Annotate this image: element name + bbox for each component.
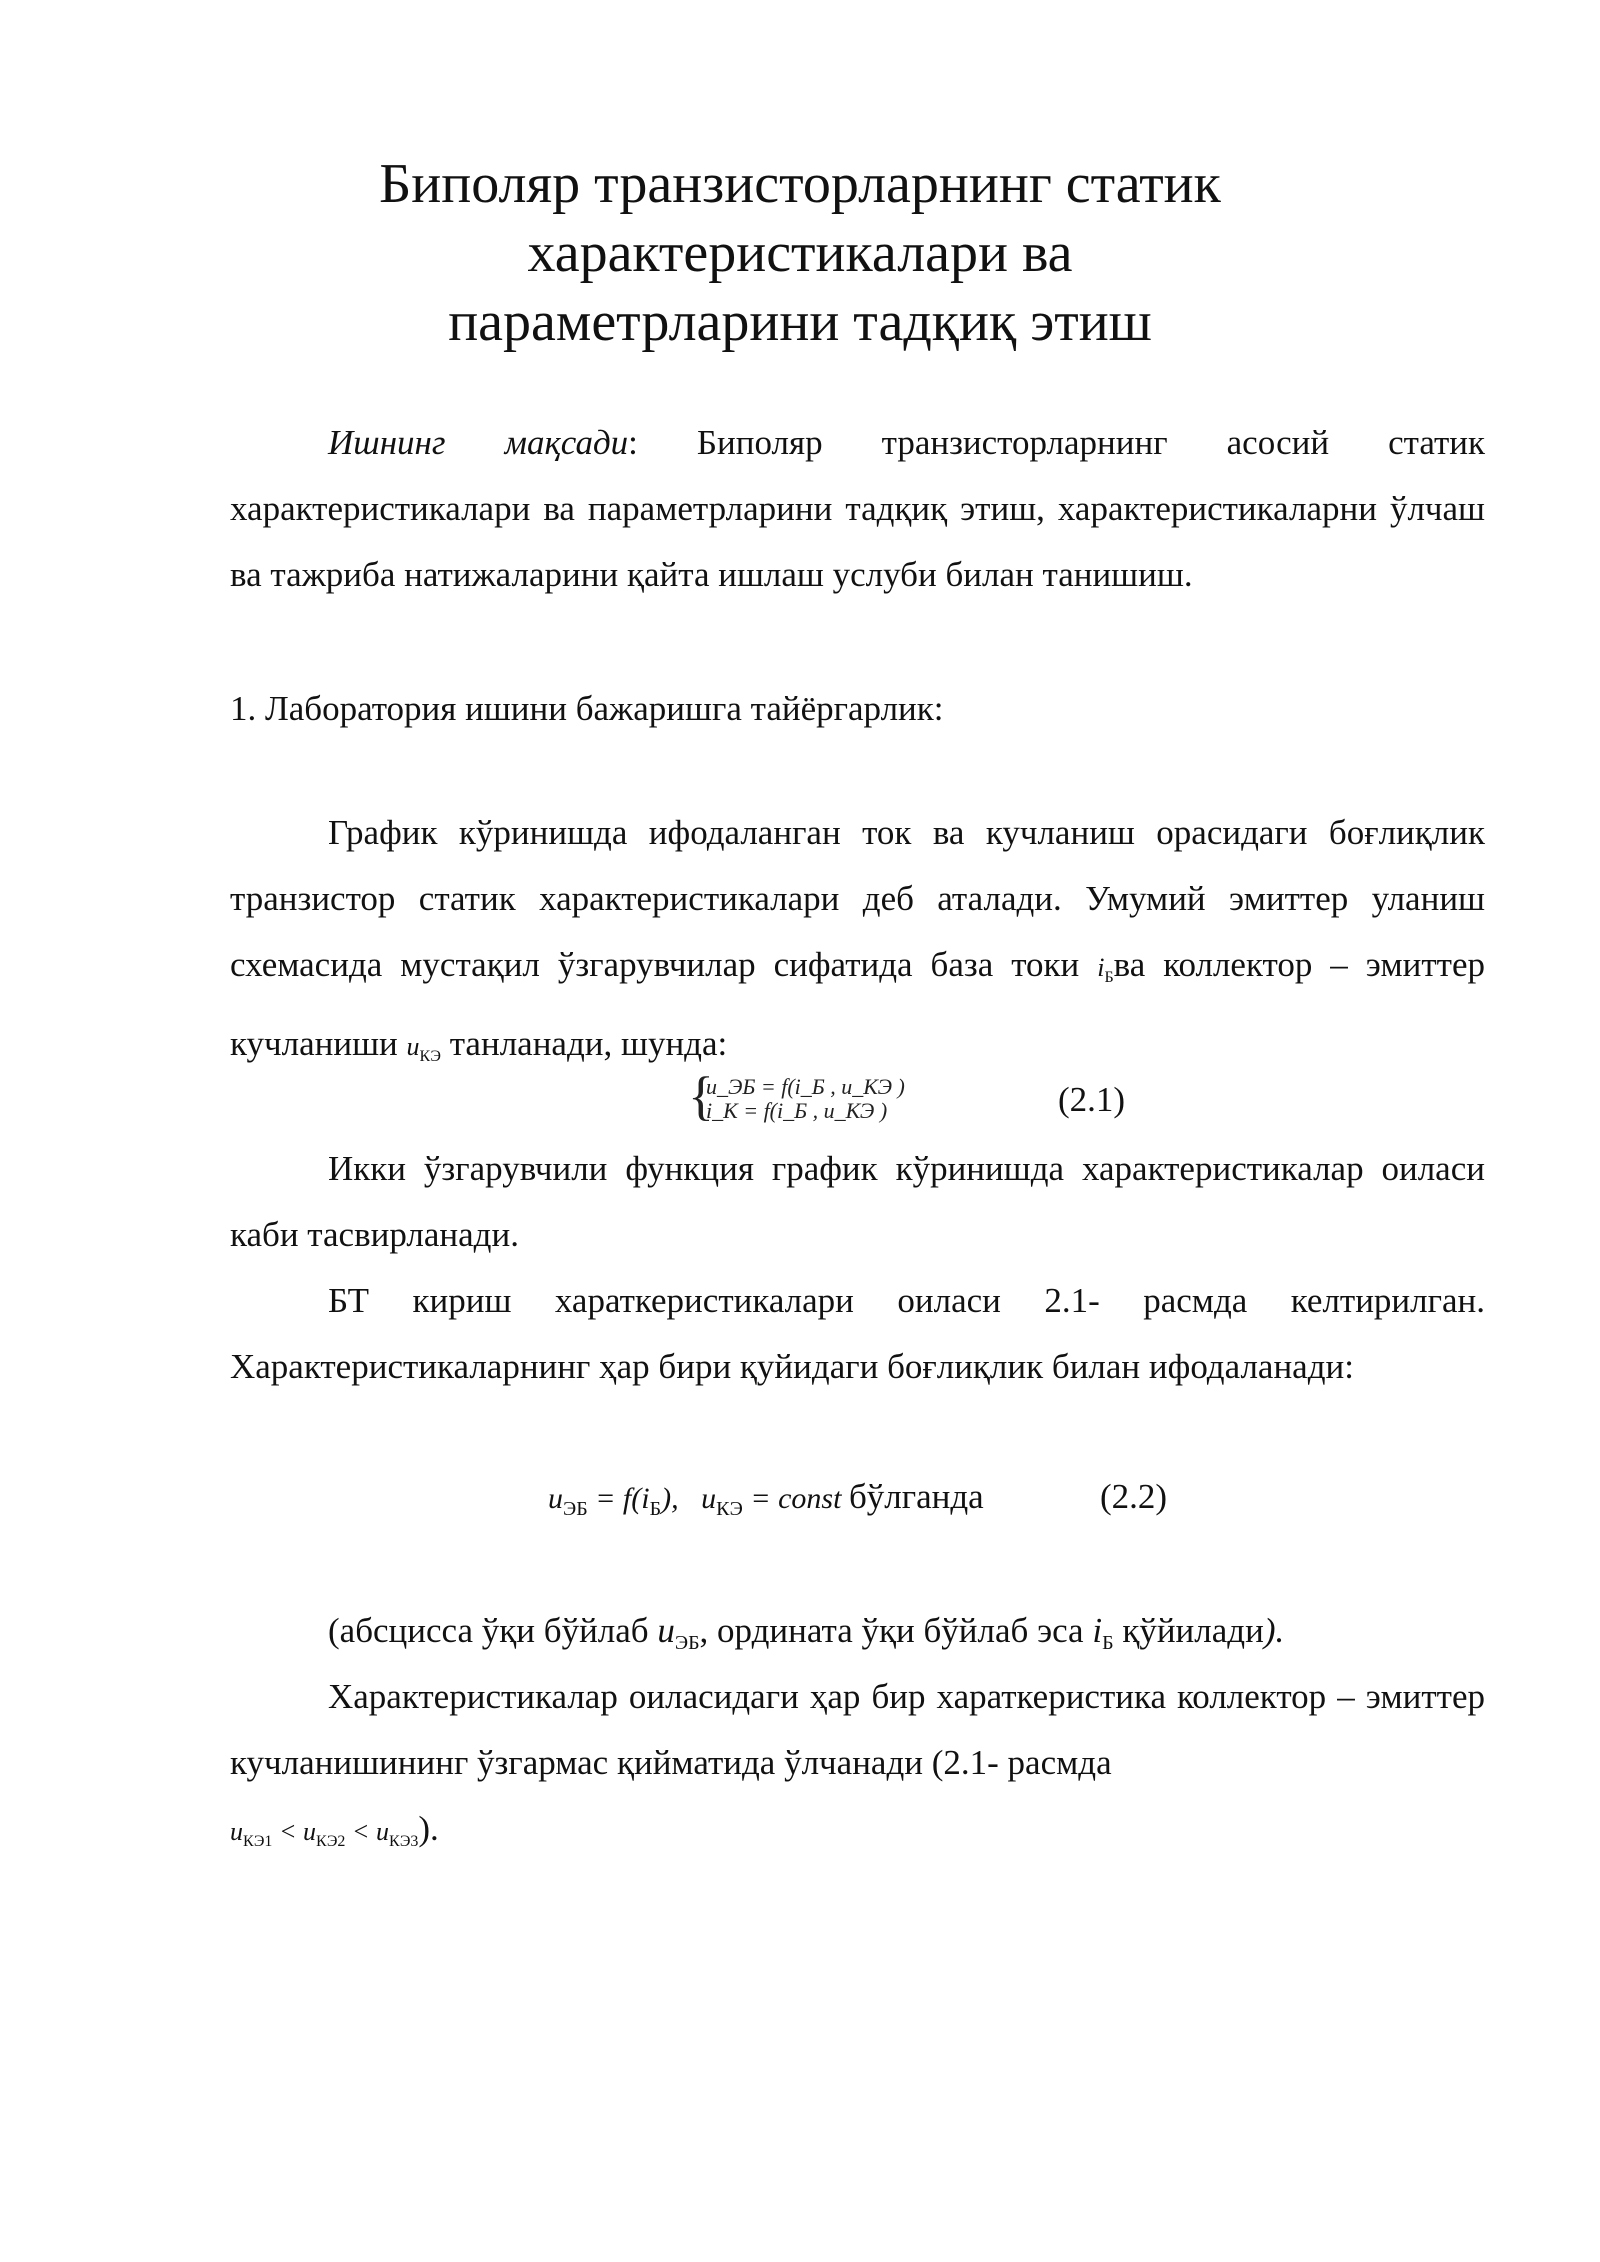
goal-label: Ишнинг мақсади xyxy=(328,423,629,462)
title-line-1: Биполяр транзисторларнинг статик xyxy=(379,153,1221,215)
eq22-cond-end: = const xyxy=(742,1482,842,1515)
paragraph-functions: Икки ўзгарувчили функция график кўринишда характеристикалар оиласи каби тасвирланади. xyxy=(230,1149,1485,1254)
goal-paragraph xyxy=(230,410,1485,608)
ineq-end: ). xyxy=(418,1809,439,1848)
var-ib-subscript: Б xyxy=(1104,969,1114,986)
axes-var-i-sub: Б xyxy=(1102,1632,1114,1654)
ineq-lt-1: < u xyxy=(272,1817,316,1846)
goal-text: Биполяр транзисторларнинг асосий статик характеристикалари ва параметрларини тадқиқ этиш, характеристикаларни ўлчаш ва тажриба натижаларини қайта ишлаш услуби билан танишиш. xyxy=(230,423,1486,594)
axes-var-u-sub: ЭБ xyxy=(674,1632,700,1654)
eq22-cond-sub: КЭ xyxy=(716,1498,743,1520)
equation-number-2-1: (2.1) xyxy=(1058,1080,1126,1119)
ineq-sub-3: КЭ3 xyxy=(388,1833,419,1850)
var-uke xyxy=(406,1032,441,1065)
left-brace-icon: { xyxy=(688,1066,714,1126)
goal-colon: : xyxy=(628,423,638,462)
paragraph-definition-text-a: График кўринишда ифодаланган ток ва кучланиш орасидаги боғлиқлик транзистор статик характеристикалари деб аталади. Умумий эмиттер уланиш схемасида мустақил ўзгарувчилар сифатида база токи xyxy=(230,813,1485,984)
var-uke-symbol: u xyxy=(406,1032,420,1061)
paragraph-definition-text-b: ва коллектор – эмиттер кучланиши xyxy=(230,945,1485,1063)
page-title xyxy=(0,150,1600,357)
var-ib-symbol: i xyxy=(1097,953,1105,982)
title-line-3: параметрларини тадқиқ этиш xyxy=(448,291,1152,353)
eq22-mid: = f(i xyxy=(587,1482,650,1515)
eq22-mid-end: ), xyxy=(661,1482,679,1515)
inequality-line xyxy=(230,1796,1485,1875)
axes-text-c: қўйилади xyxy=(1113,1611,1264,1650)
ineq-u1: u xyxy=(230,1817,243,1846)
var-uke-subscript: КЭ xyxy=(419,1048,441,1065)
equation-2-1-row-2: i_К = f(i_Б , u_КЭ ) xyxy=(706,1098,888,1123)
eq22-lhs: u xyxy=(548,1482,563,1515)
paragraph-definition-text-c: танланади, шунда: xyxy=(449,1024,728,1063)
axes-var-u: u xyxy=(657,1611,675,1650)
equation-number-2-2: (2.2) xyxy=(1100,1477,1168,1516)
title-line-2: характеристикалари ва xyxy=(527,222,1073,284)
paragraph-family xyxy=(230,1664,1485,1796)
eq22-lhs-sub: ЭБ xyxy=(563,1498,588,1520)
section-heading: 1. Лаборатория ишини бажаришга тайёргарлик: xyxy=(230,689,944,728)
eq22-mid-sub: Б xyxy=(649,1498,662,1520)
axes-text-d: ). xyxy=(1263,1611,1285,1650)
eq22-word: бўлганда xyxy=(848,1477,984,1516)
paragraph-definition xyxy=(230,800,1485,1090)
ineq-sub-2: КЭ2 xyxy=(315,1833,346,1850)
eq22-cond: u xyxy=(701,1482,717,1515)
axes-text-a: (абсцисса ўқи бўйлаб xyxy=(328,1611,658,1650)
ineq-lt-2: < u xyxy=(345,1817,389,1846)
axes-var-i: i xyxy=(1092,1611,1103,1650)
paragraph-input-characteristics: БТ кириш хараткеристикалари оиласи 2.1- расмда келтирилган. Характеристикаларнинг ҳар бири қуйидаги боғлиқлик билан ифодаланади: xyxy=(230,1281,1485,1386)
var-ib xyxy=(1097,953,1114,986)
family-text: Характеристикалар оиласидаги ҳар бир хараткеристика коллектор – эмиттер кучланишининг ўзгармас қийматида ўлчанади (2.1- расмда xyxy=(230,1677,1485,1782)
ineq-sub-1: КЭ1 xyxy=(243,1833,273,1850)
inequality-math xyxy=(230,1817,419,1850)
equation-2-2 xyxy=(548,1477,984,1529)
equation-2-1-row-1: u_ЭБ = f(i_Б , u_КЭ ) xyxy=(706,1074,905,1099)
axes-text-b: , ордината ўқи бўйлаб эса xyxy=(699,1611,1093,1650)
